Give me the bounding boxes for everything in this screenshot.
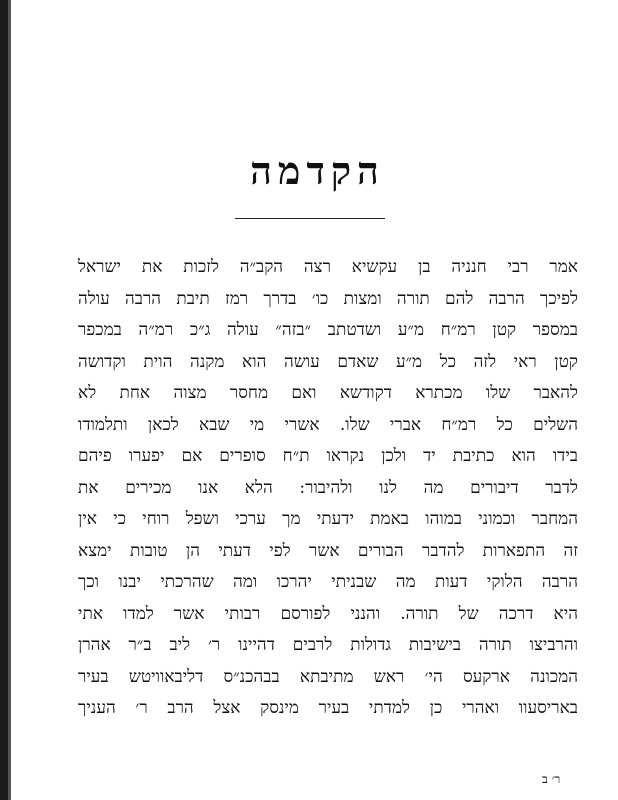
text-line: המכונה ארקעס הי׳ ראש מתיבתא בבהכנ״ס דליבאוויטש בעיר [78, 666, 578, 687]
catchword: ר׳ ב [542, 772, 561, 786]
text-line: המחבר וכמוני במוהו באמת ידעתי מך ערכי ושפל רוחי כי אין [78, 509, 578, 529]
text-line: זה התפארות להדבר הבורים אשר לפי דעתי הן טובות ימצא [78, 540, 578, 561]
document-page [30, 0, 605, 800]
text-line: במספר קטן רמ״ח מ״ע ושדטתב ״בזה״ עולה ג״כ רמ״ה במכפר [78, 320, 578, 340]
text-line: לדבר דיבורים מה לנו ולהיבור: הלא אנו מכירים את [78, 477, 578, 498]
text-line: להאבר שלו מכתרא דקודשא ואם מחסר מצוה אחת לא [78, 383, 578, 403]
scan-edge-shadow-inner [8, 0, 11, 800]
text-line: אמר רבי חנניה בן עקשיא רצה הקב״ה לזכות את ישראל [78, 257, 578, 277]
title-divider [235, 218, 385, 219]
page-title: הקדמה [250, 148, 385, 193]
body-text [78, 252, 578, 725]
text-line: היא דרכה של תורה. והנני לפורסם רבותי אשר למדו אתי [78, 603, 578, 624]
text-line: קטן ראי לזה כל מ״ע שאדם עושה הוא מקנה הוית וקדושה [78, 351, 578, 372]
scan-edge-shadow [0, 0, 8, 800]
text-line: הרבה הלוקי דעות מה שבניתי יהרכו ומה שהרכתי יבנו וכך [78, 572, 578, 592]
text-line: והרביצו תורה בישיבות גדולות לרבים דהיינו ר׳ ליב ב״ר אהרן [78, 635, 578, 655]
text-line: בידו הוא כתיבת יד ולכן נקראו ת״ח סופרים אם יפערו פיהם [78, 446, 578, 466]
text-line: באריסעוו ואהרי כן למדתי בעיר מינסק אצל הרב ר׳ העניך [78, 698, 578, 718]
text-line: לפיכך הרבה להם תורה ומצות כו׳ בדרך רמז תיבת הרבה עולה [78, 288, 578, 309]
text-line: השלים כל רמ״ח אברי שלו. אשרי מי שבא לכאן ותלמודו [78, 414, 578, 435]
